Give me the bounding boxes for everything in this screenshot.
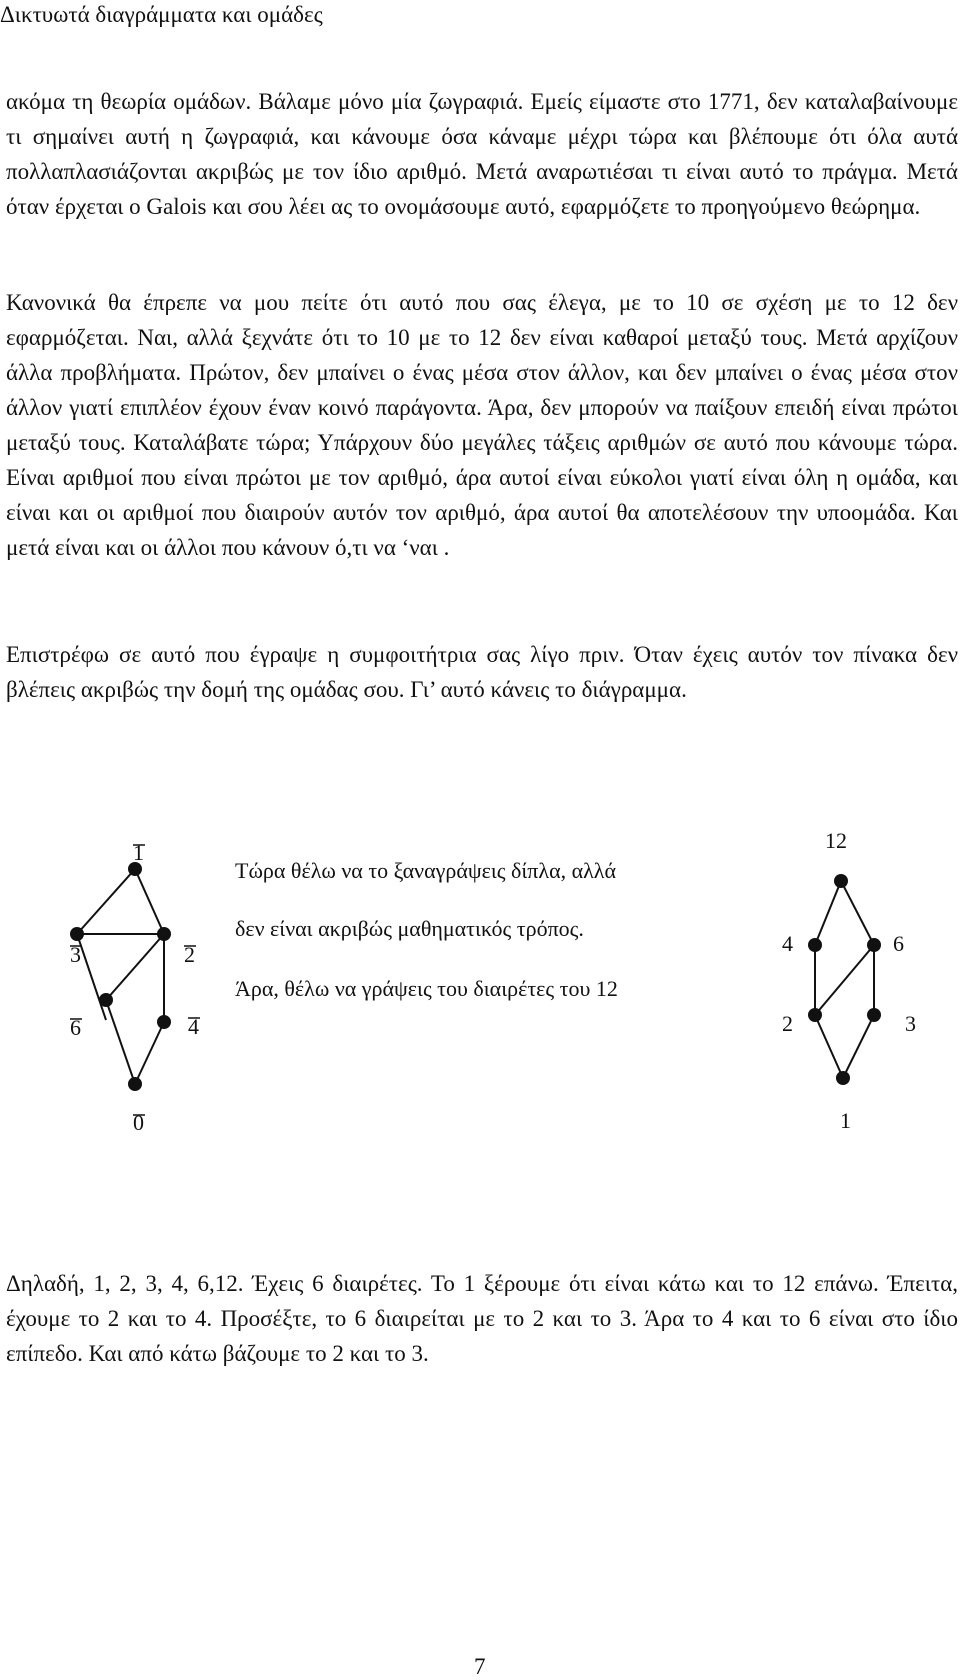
right-lattice-edges [815, 881, 874, 1078]
label-right-upper: 2 [184, 942, 195, 967]
node-6 [99, 993, 113, 1007]
node-0 [128, 1077, 142, 1091]
label-upper-left: 4 [782, 931, 793, 956]
left-lattice-diagram [60, 840, 230, 1140]
label-lower-left: 2 [782, 1011, 793, 1036]
node-4 [808, 938, 822, 952]
node-3 [867, 1008, 881, 1022]
paragraph-4: Δηλαδή, 1, 2, 3, 4, 6,12. Έχεις 6 διαιρέτες. Το 1 ξέρουμε ότι είναι κάτω και το 12 επάνω. Έπειτα, έχουμε το 2 και το 4. Προσέξτε, το 6 διαιρείται με το 2 και το 3. Άρα το 4 και το 6 είναι στο ίδιο επίπεδο. Και από κάτω βάζουμε το 2 και το 3. [6, 1271, 958, 1366]
edge-1-2 [135, 869, 164, 934]
right-lattice-diagram [770, 820, 950, 1150]
label-bottom: 1 [840, 1108, 851, 1133]
label-lower-right: 3 [905, 1011, 916, 1036]
paragraph-1: ακόμα τη θεωρία ομάδων. Βάλαμε μόνο μία ζωγραφιά. Εμείς είμαστε στο 1771, δεν καταλαβαίνουμε τι σημαίνει αυτή η ζωγραφιά, και κάνουμε όσα κάναμε μέχρι τώρα και βλέπουμε ότι όλα αυτά πολλαπλασιάζονται ακριβώς με τον ίδιο αριθμό. Μετά αναρωτιέσαι τι είναι αυτό το πράγμα. Μετά όταν έρχεται ο Galois και σου λέει ας το ονομάσουμε αυτό, εφαρμόζετε το προηγούμενο θεώρημα. [6, 89, 958, 219]
label-top: 1 [133, 840, 144, 865]
edge-2-1 [815, 1015, 843, 1078]
edge-6-2 [815, 945, 874, 1015]
page-header: Δικτυωτά διαγράμματα και ομάδες [0, 2, 323, 27]
label-left: 3 [70, 942, 81, 967]
node-2 [157, 927, 171, 941]
left-lattice-edges [77, 869, 164, 1084]
edge-12-4 [815, 881, 841, 945]
node-4 [157, 1015, 171, 1029]
right-lattice-labels [782, 828, 916, 1133]
label-upper-right: 6 [893, 931, 904, 956]
middle-note-line-1: Τώρα θέλω να το ξαναγράψεις δίπλα, αλλά [235, 858, 616, 883]
node-3 [70, 927, 84, 941]
label-right-lower: 4 [188, 1014, 199, 1039]
node-12 [834, 874, 848, 888]
paragraph-2: Κανονικά θα έπρεπε να μου πείτε ότι αυτό που σας έλεγα, με το 10 σε σχέση με το 12 δεν εφαρμόζεται. Ναι, αλλά ξεχνάτε ότι το 10 με το 12 δεν είναι καθαροί μεταξύ τους. Μετά αρχίζουν άλλα προβλήματα. Πρώτον, δεν μπαίνει ο ένας μέσα στον άλλον, και δεν μπαίνει ο ένας μέσα στον άλλον γιατί επιπλέον έχουν έναν κοινό παράγοντα. Άρα, δεν μπορούν να παίξουν επειδή είναι πρώτοι μεταξύ τους. Καταλάβατε τώρα; Υπάρχουν δύο μεγάλες τάξεις αριθμών σε αυτό που κάνουμε τώρα. Είναι αριθμοί που είναι πρώτοι με τον αριθμό, άρα αυτοί είναι εύκολοι γιατί είναι όλη η ομάδα, και είναι και οι αριθμοί που διαιρούν αυτόν τον αριθμό, άρα αυτοί θα αποτελέσουν την υποομάδα. Και μετά είναι και οι άλλοι που κάνουν ό,τι να ‘ναι . [6, 290, 958, 560]
middle-note-line-2: δεν είναι ακριβώς μαθηματικός τρόπος. [235, 916, 584, 941]
node-1 [836, 1071, 850, 1085]
edge-3-1 [843, 1015, 874, 1078]
middle-note-line-3: Άρα, θέλω να γράψεις του διαιρέτες του 12 [235, 976, 618, 1001]
edge-1-3 [77, 869, 135, 934]
paragraph-3: Επιστρέφω σε αυτό που έγραψε η συμφοιτήτρια σας λίγο πριν. Όταν έχεις αυτόν τον πίνακα δεν βλέπεις ακριβώς την δομή της ομάδας σου. Γι’ αυτό κάνεις το διάγραμμα. [6, 642, 958, 702]
edge-6-0 [106, 1000, 135, 1084]
page-number: 7 [474, 1654, 486, 1679]
edge-3-0 [77, 934, 106, 1020]
label-top: 12 [825, 828, 847, 853]
node-2 [808, 1008, 822, 1022]
left-lattice-nodes [70, 862, 171, 1091]
label-left-lower: 6 [70, 1015, 81, 1040]
edge-12-6 [841, 881, 874, 945]
node-6 [867, 938, 881, 952]
edge-2-6 [106, 934, 164, 1000]
label-bottom: 0 [133, 1110, 144, 1135]
edge-4-0 [135, 1022, 164, 1084]
